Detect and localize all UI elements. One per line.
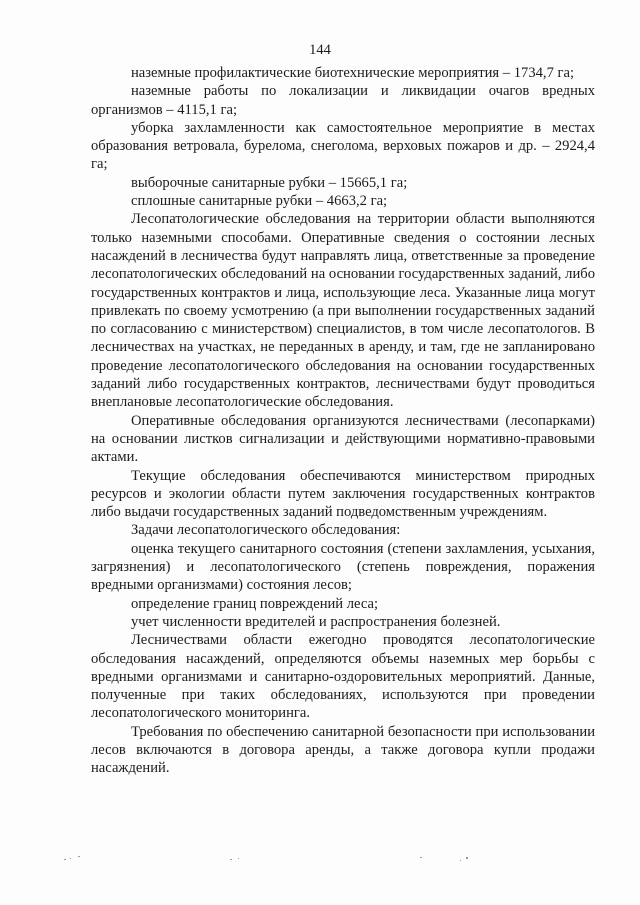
paragraph: наземные профилактические биотехнические мероприятия – 1734,7 га; bbox=[131, 65, 575, 81]
paragraph: сплошные санитарные рубки – 4663,2 га; bbox=[131, 193, 388, 210]
paragraph: определение границ повреждений леса; bbox=[131, 595, 379, 612]
paragraph: выборочные санитарные рубки – 15665,1 га; bbox=[131, 174, 408, 191]
paragraph: Текущие обследования обеспечиваются министерством природных ресурсов и экологии области путем заключения государственных контрактов либо выдачи государственных заданий подведомственным учреждениям. bbox=[91, 467, 595, 521]
paragraph: оценка текущего санитарного состояния (степени захламления, усыхания, загрязнения) и лесопатологического (степень повреждения, поражения вредными организмами) состояния лесов; bbox=[91, 540, 595, 594]
body-text bbox=[91, 64, 595, 778]
scan-specks bbox=[0, 849, 640, 869]
paragraph: Лесопатологические обследования на территории области выполняются только наземными способами. Оперативные сведения о состоянии лесных насаждений в лесничества будут направлять лица, ответственные за проведение лесопатологических обследований на основании государственных заданий, либо государственных контрактов и лица, использующие леса. Указанные лица могут привлекать по своему усмотрению (а при выполнении государственных заданий по согласованию с министерством) специалистов, в том числе лесопатологов. В лесничествах на участках, не переданных в аренду, и там, где не запланировано проведение лесопатологического обследования на основании государственных заданий либо государственных контрактов, лесничествами будут проводиться внеплановые лесопатологические обследования. bbox=[91, 211, 595, 411]
paragraph: учет численности вредителей и распространения болезней. bbox=[131, 613, 501, 630]
paragraph: Задачи лесопатологического обследования: bbox=[131, 522, 401, 539]
paragraph: Оперативные обследования организуются лесничествами (лесопарками) на основании листков сигнализации и действующими нормативно-правовыми актами. bbox=[91, 412, 595, 466]
paragraph: наземные работы по локализации и ликвидации очагов вредных организмов – 4115,1 га; bbox=[91, 83, 595, 118]
paragraph: Лесничествами области ежегодно проводятся лесопатологические обследования насаждений, определяются объемы наземных мер борьбы с вредными организмами и санитарно-оздоровительных мероприятий. Данные, полученные при таких обследованиях, используются при проведении лесопатологического мониторинга. bbox=[91, 632, 595, 722]
paragraph: уборка захламленности как самостоятельное мероприятие в местах образования ветровала, бурелома, снеголома, верховых пожаров и др. – 2924,4 га; bbox=[91, 119, 595, 173]
paragraph: Требования по обеспечению санитарной безопасности при использовании лесов включаются в договора аренды, а также договора купли продажи насаждений. bbox=[91, 723, 595, 777]
page-number: 144 bbox=[309, 42, 331, 58]
